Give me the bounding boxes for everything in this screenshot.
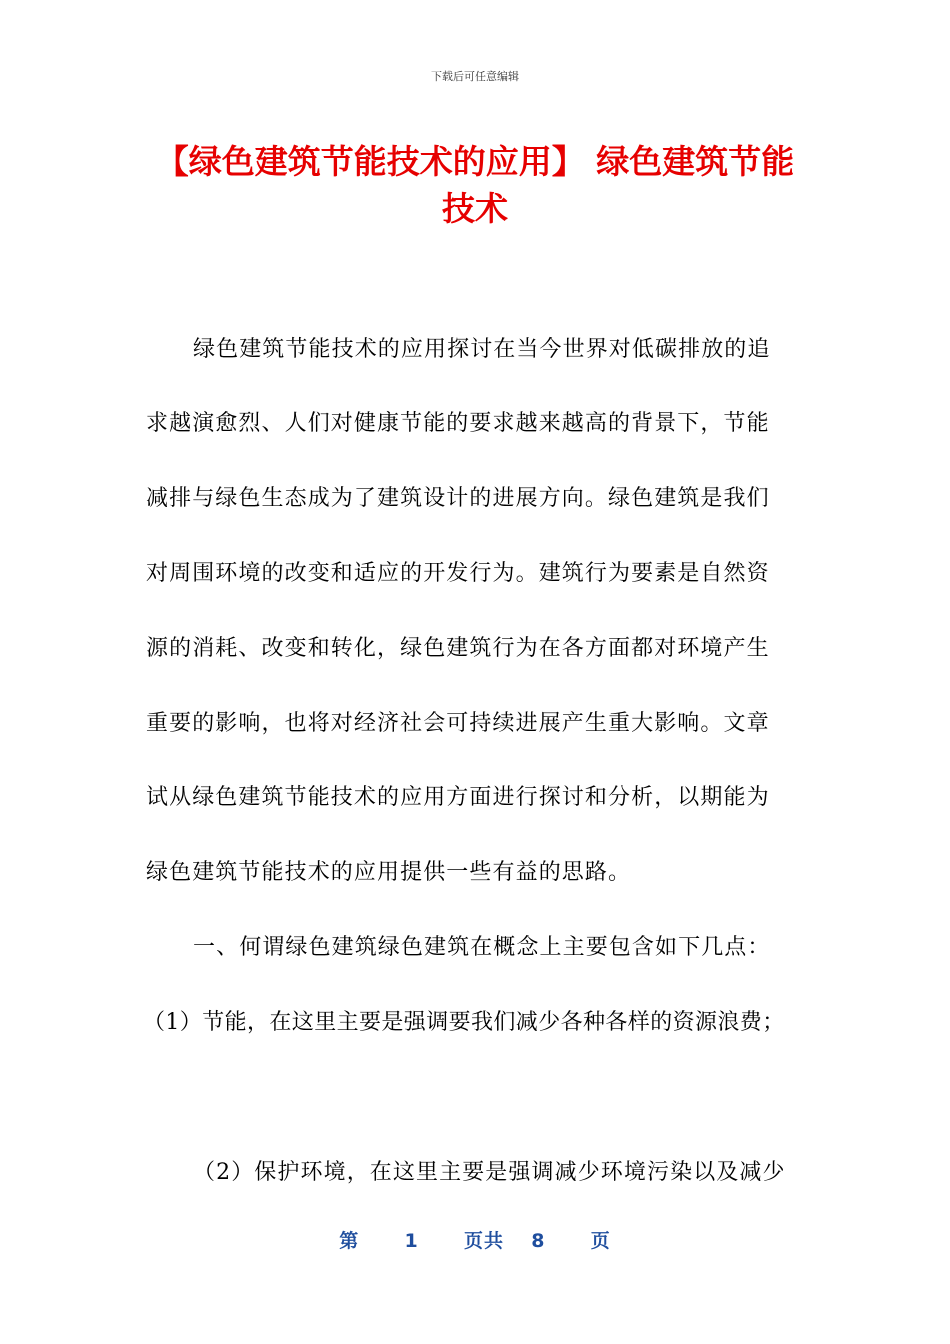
paragraph-line: 绿色建筑节能技术的应用探讨在当今世界对低碳排放的追 <box>193 337 771 362</box>
footer-page-number: 1 <box>404 1230 419 1252</box>
title-line-1: 【绿色建筑节能技术的应用】 绿色建筑节能 <box>155 142 795 181</box>
list-item: （1）节能，在这里主要是强调要我们减少各种各样的资源浪费； <box>143 1010 785 1035</box>
footer-page-suffix: 页 <box>590 1230 611 1252</box>
paragraph-line: 重要的影响，也将对经济社会可持续进展产生重大影响。文章 <box>146 711 770 736</box>
paragraph-line: 求越演愈烈、人们对健康节能的要求越来越高的背景下，节能 <box>146 411 770 436</box>
title-line-2: 技术 <box>442 189 508 228</box>
footer-total-pages: 8 <box>531 1230 546 1252</box>
footer-page-label: 第 <box>339 1230 360 1252</box>
paragraph-line: 源的消耗、改变和转化，绿色建筑行为在各方面都对环境产生 <box>146 636 770 661</box>
page-footer <box>0 1226 950 1253</box>
footer-page-of: 页共 <box>463 1230 504 1252</box>
list-item: （2）保护环境，在这里主要是强调减少环境污染以及减少 <box>193 1160 786 1185</box>
paragraph-line: 试从绿色建筑节能技术的应用方面进行探讨和分析，以期能为 <box>146 785 770 810</box>
header-note: 下载后可任意编辑 <box>431 70 519 83</box>
paragraph-line: 绿色建筑节能技术的应用提供一些有益的思路。 <box>146 860 632 885</box>
paragraph-line: 减排与绿色生态成为了建筑设计的进展方向。绿色建筑是我们 <box>146 486 770 511</box>
paragraph-line: 对周围环境的改变和适应的开发行为。建筑行为要素是自然资 <box>146 561 770 586</box>
section-heading: 一、何谓绿色建筑绿色建筑在概念上主要包含如下几点： <box>193 935 771 960</box>
document-title <box>120 138 830 232</box>
